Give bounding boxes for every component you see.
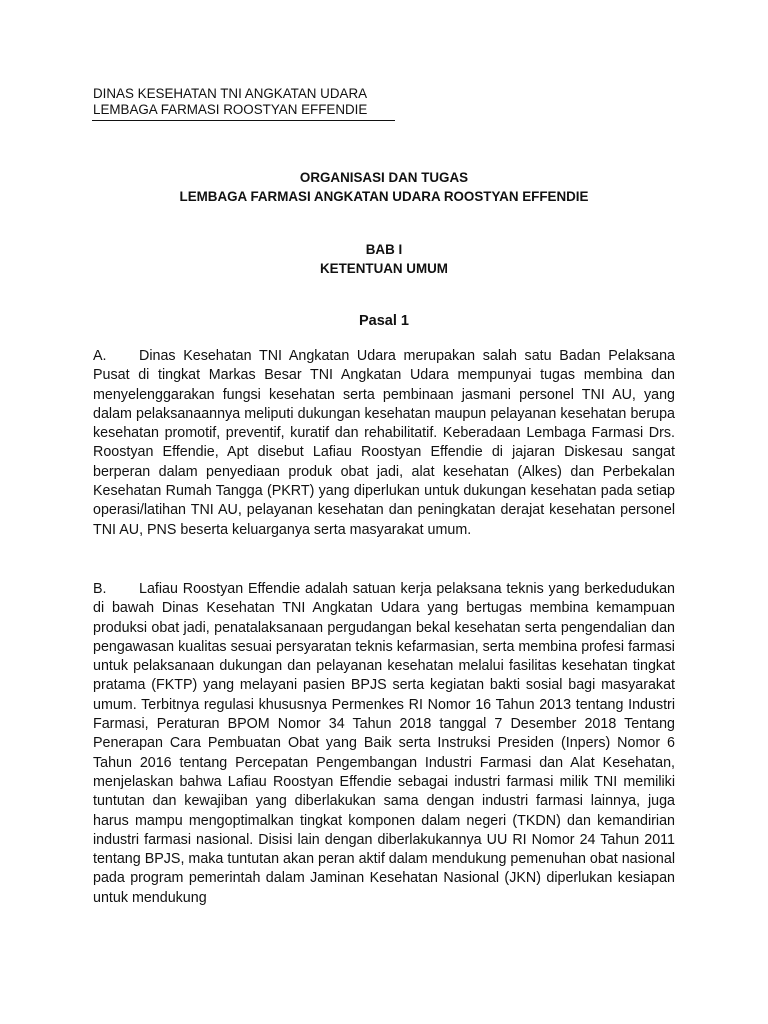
paragraph-text: Lafiau Roostyan Effendie adalah satuan kerja pelaksana teknis yang berkedudukan di bawah Dinas Kesehatan TNI Angkatan Udara yang bertugas membina kemampuan produksi obat jadi, penatalaksanaan pergudangan bekal kesehatan serta pengendalian dan pengawasan kualitas sesuai persyaratan teknis kefarmasian, serta membina profesi farmasi untuk pelaksanaan dukungan dan pelayanan kesehatan melalui fasilitas kesehatan tingkat pratama (FKTP) yang melayani pasien BPJS serta kegiatan bakti sosial bagi masyarakat umum. Terbitnya regulasi khususnya Permenkes RI Nomor 16 Tahun 2013 tentang Industri Farmasi, Peraturan BPOM Nomor 34 Tahun 2018 tanggal 7 Desember 2018 Tentang Penerapan Cara Pembuatan Obat yang Baik serta Instruksi Presiden (Inpers) Nomor 6 Tahun 2016 tentang Percepatan Pengembangan Industri Farmasi dan Alat Kesehatan, menjelaskan bahwa Lafiau Roostyan Effendie sebagai industri farmasi milik TNI memiliki tuntutan dan kewajiban yang diberlakukan sama dengan industri farmasi lainnya, juga harus mampu mengoptimalkan tingkat komponen dalam negeri (TKDN) dan kemandirian industri farmasi nasional. Disisi lain dengan diberlakukannya UU RI Nomor 24 Tahun 2011 tentang BPJS, maka tuntutan akan peran aktif dalam mendukung pemenuhan obat nasional pada program pemerintah dalam Jaminan Kesehatan Nasional (JKN) diperlukan kesiapan untuk mendukung bbox=[93, 581, 675, 906]
letterhead-unit: LEMBAGA FARMASI ROOSTYAN EFFENDIE bbox=[93, 102, 368, 117]
paragraph-text: Dinas Kesehatan TNI Angkatan Udara merupakan salah satu Badan Pelaksana Pusat di tingkat Markas Besar TNI Angkatan Udara mempunyai tugas membina dan menyelenggarakan fungsi kesehatan serta pembinaan jasmani personel TNI AU, yang dalam pelaksanaannya meliputi dukungan kesehatan maupun pelayanan kesehatan berupa kesehatan promotif, preventif, kuratif dan rehabilitatif. Keberadaan Lembaga Farmasi Drs. Roostyan Effendie, Apt disebut Lafiau Roostyan Effendie di jajaran Diskesau sangat berperan dalam penyediaan produk obat jadi, alat kesehatan (Alkes) dan Perbekalan Kesehatan Rumah Tangga (PKRT) yang diperlukan untuk dukungan kesehatan pada setiap operasi/latihan TNI AU, pelayanan kesehatan dan peningkatan derajat kesehatan personel TNI AU, PNS beserta keluarganya serta masyarakat umum. bbox=[93, 348, 675, 538]
chapter-heading bbox=[93, 240, 675, 278]
article-heading: Pasal 1 bbox=[359, 313, 409, 329]
letterhead bbox=[93, 86, 367, 118]
paragraph-marker: A. bbox=[93, 348, 107, 364]
letterhead-underline bbox=[92, 120, 395, 121]
letterhead-agency: DINAS KESEHATAN TNI ANGKATAN UDARA bbox=[93, 86, 368, 101]
paragraph-marker: B. bbox=[93, 581, 107, 597]
title-line-1: ORGANISASI DAN TUGAS bbox=[299, 170, 469, 185]
title-line-2: LEMBAGA FARMASI ANGKATAN UDARA ROOSTYAN EFFENDIE bbox=[179, 189, 589, 204]
chapter-number: BAB I bbox=[365, 242, 403, 257]
document-title bbox=[93, 168, 675, 206]
paragraph-a bbox=[93, 347, 675, 540]
chapter-name: KETENTUAN UMUM bbox=[320, 261, 448, 276]
paragraph-b bbox=[93, 580, 675, 908]
